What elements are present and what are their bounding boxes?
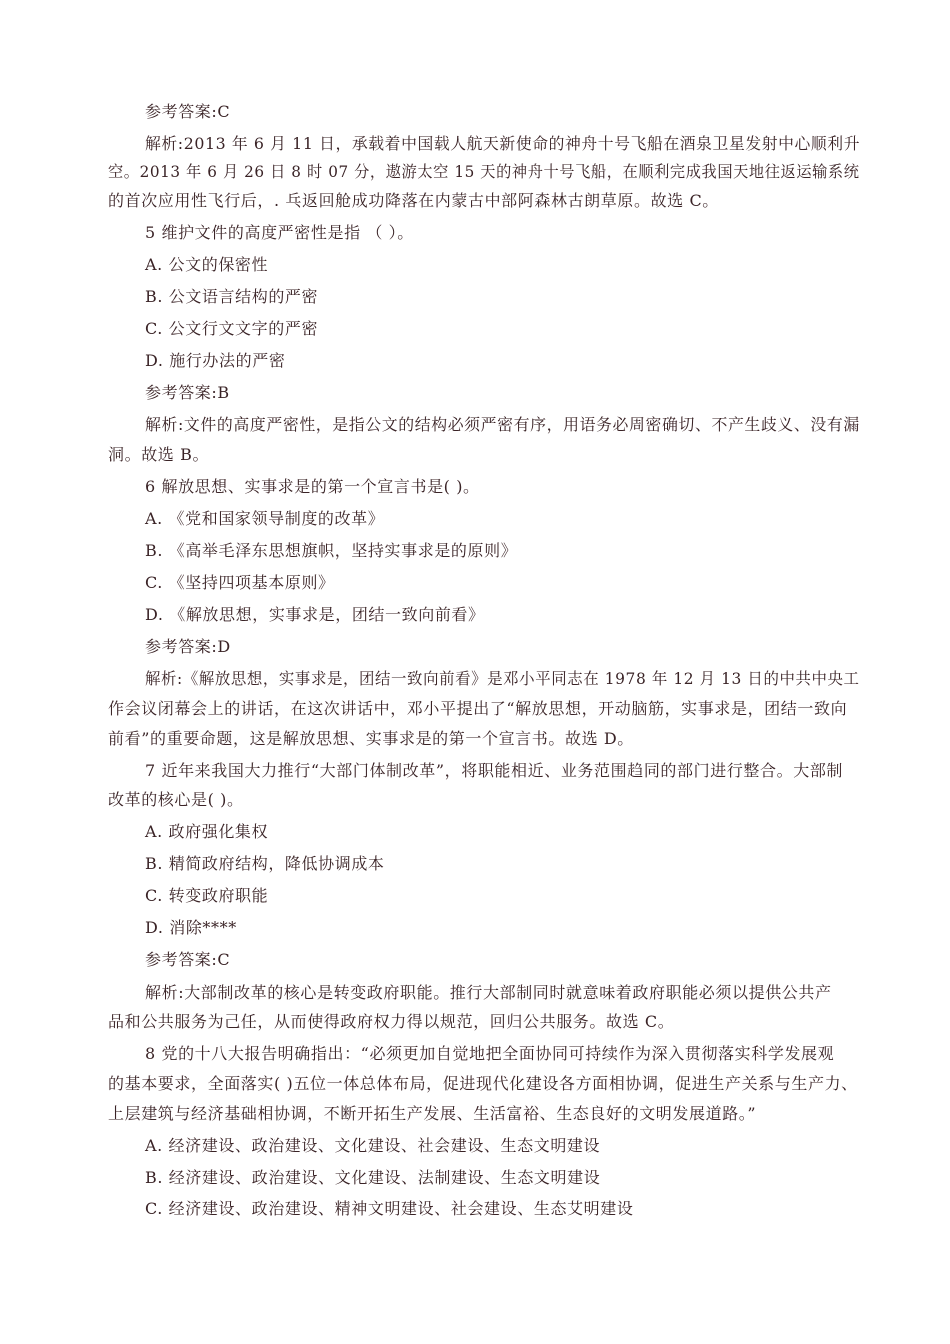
analysis-q4-line3: 的首次应用性飞行后，. 乓返回舱成功降落在内蒙古中部阿森林古朗草原。故选 C。 xyxy=(108,191,719,210)
question-8-line1: 8 党的十八大报告明确指出：“必须更加自觉地把全面协同可持续作为深入贯彻落实科学发展观 xyxy=(145,1044,835,1063)
question-7-line2: 改革的核心是( )。 xyxy=(108,790,244,809)
q7-option-a: A. 政府强化集权 xyxy=(145,822,269,841)
q6-option-d: D. 《解放思想，实事求是，团结一致向前看》 xyxy=(145,605,485,624)
analysis-q4-line2: 空。2013 年 6 月 26 日 8 时 07 分，遨游太空 15 天的神舟十号飞船，在顺利完成我国天地往返运输系统 xyxy=(108,162,860,181)
question-8-line3: 上层建筑与经济基础相协调，不断开拓生产发展、生活富裕、生态良好的文明发展道路。” xyxy=(108,1104,757,1123)
q5-option-a: A. 公文的保密性 xyxy=(145,255,269,274)
answer-q6: 参考答案:D xyxy=(145,637,231,656)
question-7-line1: 7 近年来我国大力推行“大部门体制改革”，将职能相近、业务范围趋同的部门进行整合。大部制 xyxy=(145,761,844,780)
q5-option-c: C. 公文行文文字的严密 xyxy=(145,319,319,338)
q6-option-c: C. 《坚持四项基本原则》 xyxy=(145,573,335,592)
analysis-q6-line1: 解析:《解放思想，实事求是，团结一致向前看》是邓小平同志在 1978 年 12 月 13 日的中共中央工 xyxy=(145,669,860,688)
q6-option-a: A. 《党和国家领导制度的改革》 xyxy=(145,509,385,528)
analysis-q5-line1: 解析:文件的高度严密性，是指公文的结构必须严密有序，用语务必周密确切、不产生歧义、没有漏 xyxy=(145,415,860,434)
analysis-q7-line1: 解析:大部制改革的核心是转变政府职能。推行大部制同时就意味着政府职能必须以提供公共产 xyxy=(145,983,832,1002)
question-8-line2: 的基本要求，全面落实( )五位一体总体布局，促进现代化建设各方面相协调，促进生产关系与生产力、 xyxy=(108,1074,858,1093)
q8-option-a: A. 经济建设、政治建设、文化建设、社会建设、生态文明建设 xyxy=(145,1136,601,1155)
q8-option-b: B. 经济建设、政治建设、文化建设、法制建设、生态文明建设 xyxy=(145,1168,601,1187)
answer-q7: 参考答案:C xyxy=(145,950,231,969)
analysis-q6-line2: 作会议闭幕会上的讲话，在这次讲话中，邓小平提出了“解放思想，开动脑筋，实事求是，团结一致向 xyxy=(108,699,848,718)
question-5: 5 维护文件的高度严密性是指 （ ）。 xyxy=(145,223,414,242)
q5-option-d: D. 施行办法的严密 xyxy=(145,351,286,370)
q5-option-b: B. 公文语言结构的严密 xyxy=(145,287,319,306)
answer-q4: 参考答案:C xyxy=(145,102,231,121)
q6-option-b: B. 《高举毛泽东思想旗帜，坚持实事求是的原则》 xyxy=(145,541,518,560)
analysis-q4-line1: 解析:2013 年 6 月 11 日，承载着中国载人航天新使命的神舟十号飞船在酒泉卫星发射中心顺利升 xyxy=(145,134,861,153)
q8-option-c: C. 经济建设、政治建设、精神文明建设、社会建设、生态艾明建设 xyxy=(145,1199,634,1218)
analysis-q5-line2: 洞。故选 B。 xyxy=(108,445,210,464)
q7-option-c: C. 转变政府职能 xyxy=(145,886,269,905)
analysis-q7-line2: 品和公共服务为己任，从而使得政府权力得以规范，回归公共服务。故选 C。 xyxy=(108,1012,675,1031)
analysis-q6-line3: 前看”的重要命题，这是解放思想、实事求是的第一个宣言书。故选 D。 xyxy=(108,729,634,748)
question-6: 6 解放思想、实事求是的第一个宣言书是( )。 xyxy=(145,477,480,496)
answer-q5: 参考答案:B xyxy=(145,383,230,402)
q7-option-d: D. 消除**** xyxy=(145,918,237,937)
q7-option-b: B. 精简政府结构，降低协调成本 xyxy=(145,854,385,873)
